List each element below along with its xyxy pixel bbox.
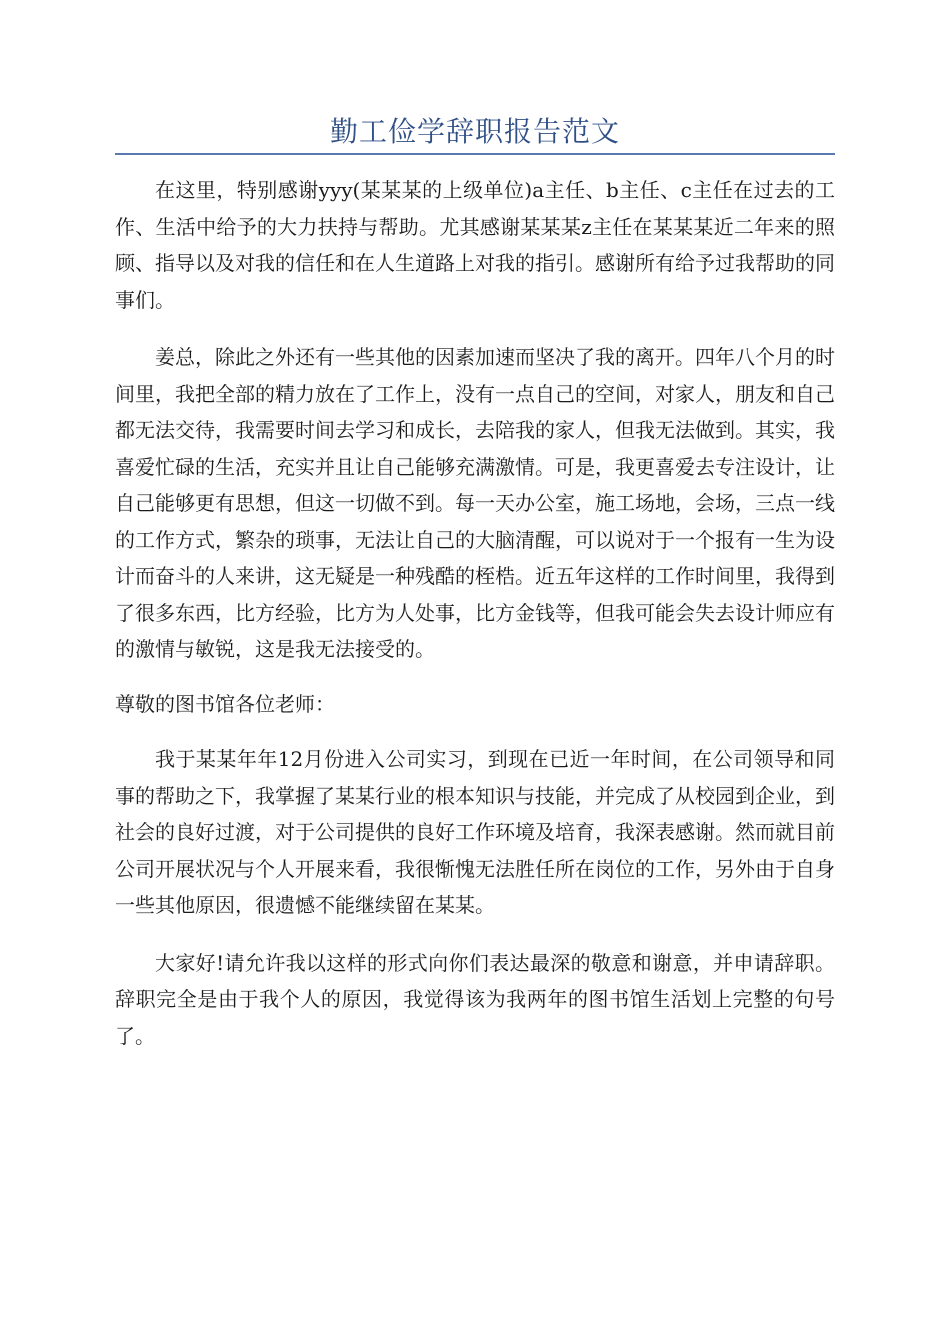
salutation: 尊敬的图书馆各位老师： <box>115 691 335 716</box>
title-underline <box>115 153 835 155</box>
paragraph-thanks: 在这里，特别感谢yyy(某某某的上级单位)a主任、b主任、c主任在过去的工作、生活中给予的大力扶持与帮助。尤其感谢某某某z主任在某某某近二年来的照顾、指导以及对我的信任和在人生道路上对我的指引。感谢所有给予过我帮助的同事们。 <box>115 178 835 312</box>
document-body <box>115 172 835 1054</box>
title-block <box>115 112 835 158</box>
paragraph-internship: 我于某某年年12月份进入公司实习，到现在已近一年时间，在公司领导和同事的帮助之下，我掌握了某某行业的根本知识与技能，并完成了从校园到企业，到社会的良好过渡，对于公司提供的良好工作环境及培育，我深表感谢。然而就目前公司开展状况与个人开展来看，我很惭愧无法胜任所在岗位的工作，另外由于自身一些其他原因，很遗憾不能继续留在某某。 <box>115 747 835 917</box>
paragraph-reasons: 姜总，除此之外还有一些其他的因素加速而坚决了我的离开。四年八个月的时间里，我把全部的精力放在了工作上，没有一点自己的空间，对家人，朋友和自己都无法交待，我需要时间去学习和成长，去陪我的家人，但我无法做到。其实，我喜爱忙碌的生活，充实并且让自己能够充满激情。可是，我更喜爱去专注设计，让自己能够更有思想，但这一切做不到。每一天办公室，施工场地，会场，三点一线的工作方式，繁杂的琐事，无法让自己的大脑清醒，可以说对于一个报有一生为设计而奋斗的人来讲，这无疑是一种残酷的桎梏。近五年这样的工作时间里，我得到了很多东西，比方经验，比方为人处事，比方金钱等，但我可能会失去设计师应有的激情与敏锐，这是我无法接受的。 <box>115 345 835 661</box>
paragraph-resignation: 大家好!请允许我以这样的形式向你们表达最深的敬意和谢意，并申请辞职。辞职完全是由于我个人的原因，我觉得该为我两年的图书馆生活划上完整的句号了。 <box>115 950 835 1048</box>
document-title: 勤工俭学辞职报告范文 <box>329 115 620 148</box>
